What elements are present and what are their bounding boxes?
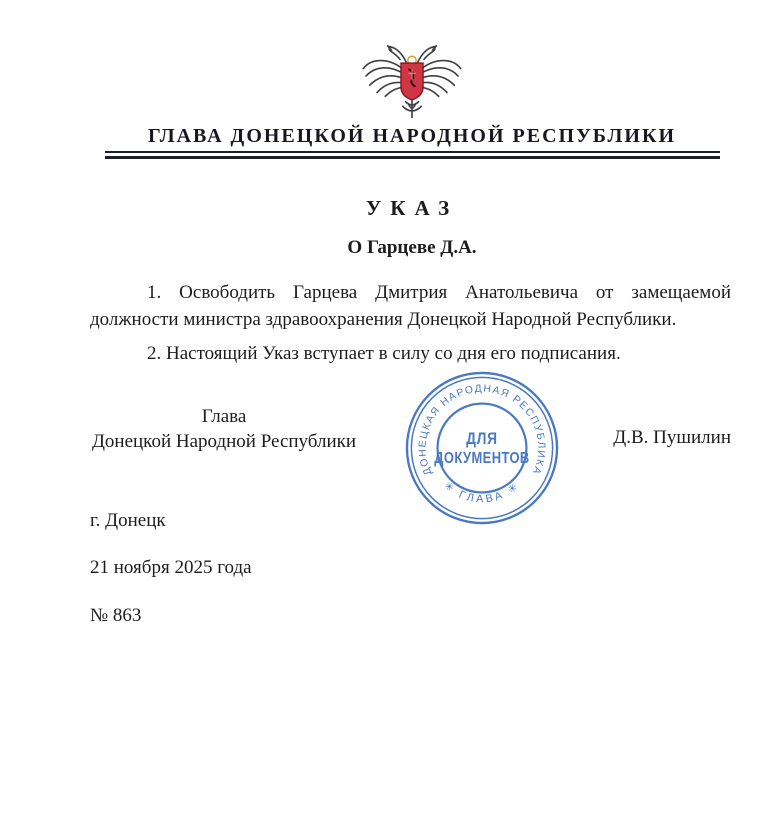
signer-position <box>90 404 358 454</box>
decree-subject: О Гарцеве Д.А. <box>347 237 477 258</box>
decree-paragraph-1: 1. Освободить Гарцева Дмитрия Анатольевича от замещаемой должности министра здравоохранения Донецкой Народной Республики. <box>90 282 731 330</box>
org-title: ГЛАВА ДОНЕЦКОЙ НАРОДНОЙ РЕСПУБЛИКИ <box>147 125 677 147</box>
dnr-coat-of-arms-icon <box>356 30 468 122</box>
decree-number: № 863 <box>90 605 142 626</box>
signer-position-line2: Донецкой Народной Республики <box>91 431 357 452</box>
issue-date: 21 ноября 2025 года <box>90 557 252 578</box>
stamp-ring-text-top: ДОНЕЦКАЯ НАРОДНАЯ РЕСПУБЛИКА <box>417 383 547 477</box>
header-rule <box>105 151 720 159</box>
signer-name: Д.В. Пушилин <box>613 427 731 448</box>
decree-title: УКАЗ <box>365 196 459 220</box>
decree-paragraph-2: 2. Настоящий Указ вступает в силу со дня его подписания. <box>147 343 621 364</box>
issue-place: г. Донецк <box>90 510 166 531</box>
stamp-center-line2: ДОКУМЕНТОВ <box>434 449 530 468</box>
stamp-ring-text-bottom: ✳ ГЛАВА ✳ <box>441 479 523 506</box>
official-stamp <box>403 369 561 527</box>
stamp-center-line1: ДЛЯ <box>466 429 498 449</box>
signer-position-line1: Глава <box>201 406 247 427</box>
